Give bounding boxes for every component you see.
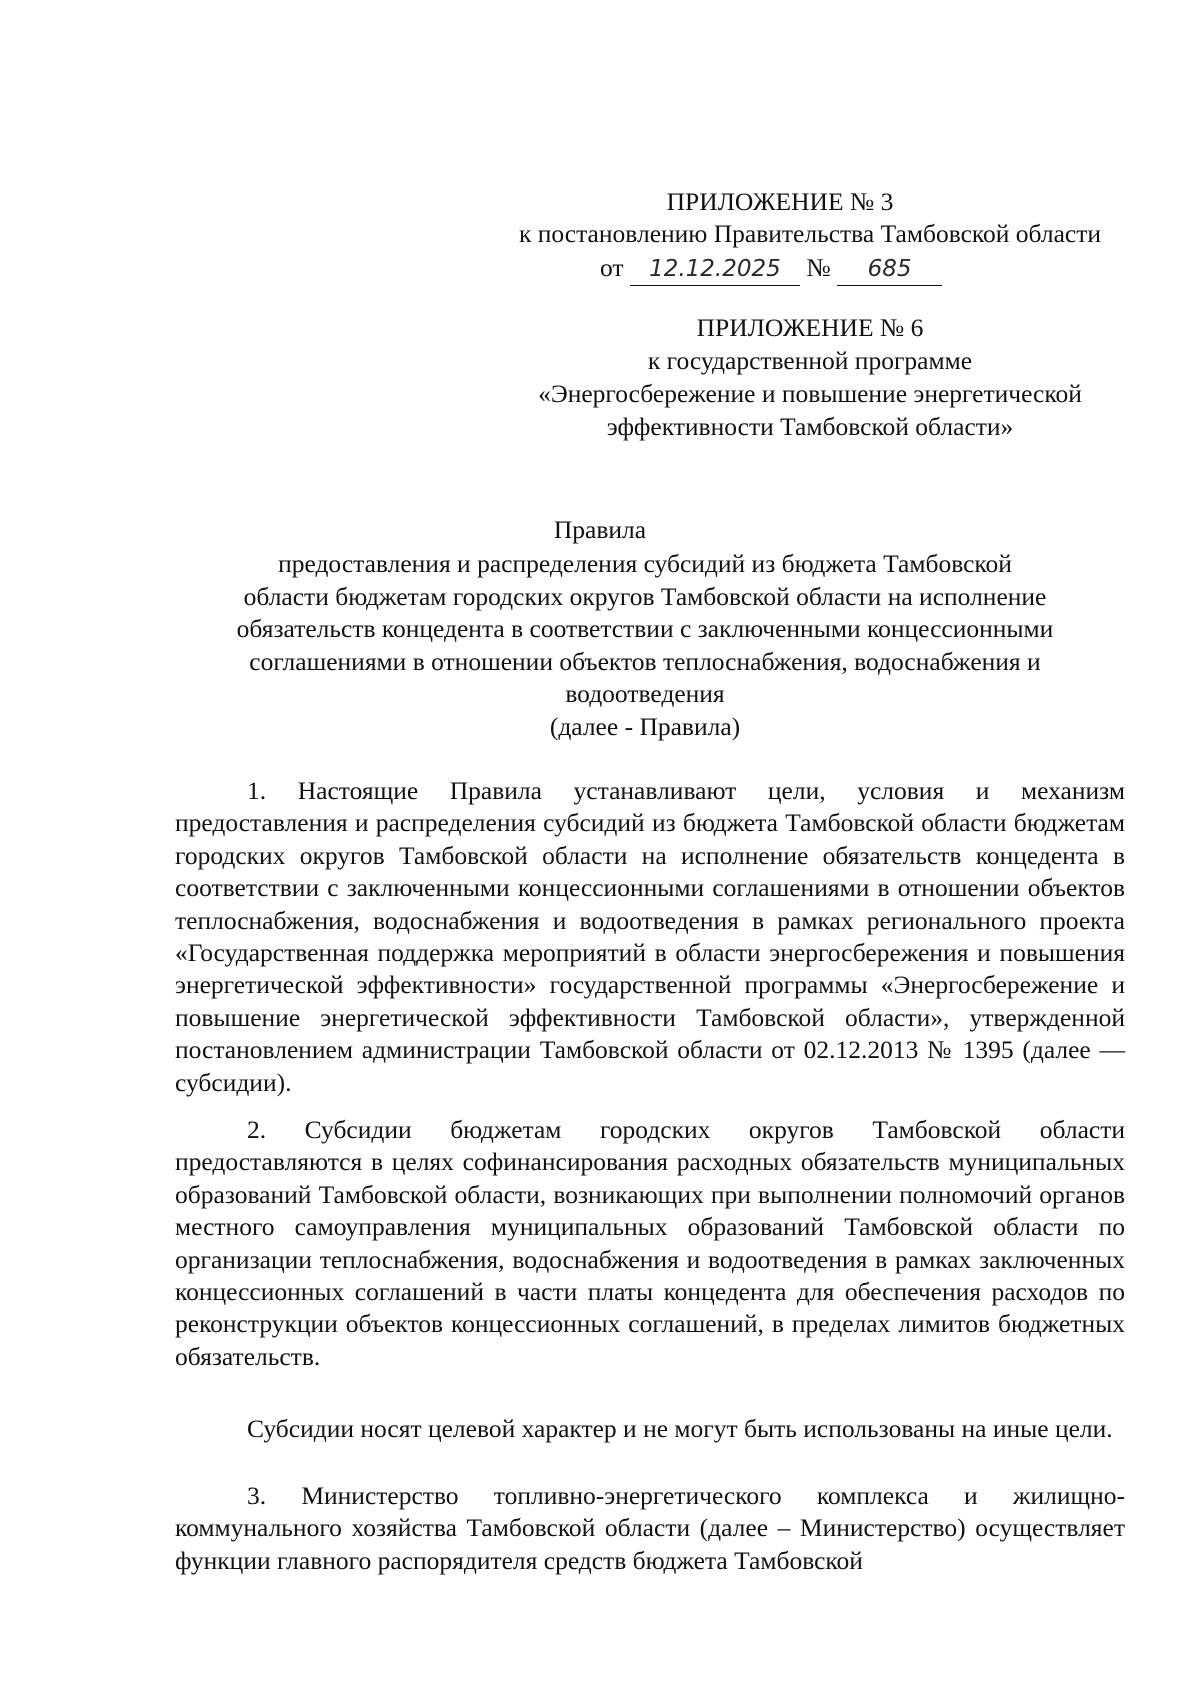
appendix-6-line1: к государственной программе [647, 346, 973, 375]
paragraph-2 [175, 1114, 1125, 1373]
rules-line: области бюджетам городских округов Тамбовской области на исполнение [243, 581, 1047, 611]
appendix-6-line3: эффективности Тамбовской области» [606, 412, 1014, 441]
appendix-6-line2: «Энергосбережение и повышение энергетической [538, 379, 1082, 408]
appendix-3-subtitle: к постановлению Правительства Тамбовской области [518, 219, 1102, 248]
paragraph-target-purpose [175, 1413, 1125, 1445]
appendix-3-title: ПРИЛОЖЕНИЕ № 3 [666, 187, 894, 216]
paragraph-1 [175, 775, 1125, 1099]
rules-line: (далее - Правила) [549, 711, 741, 741]
rules-line: предоставления и распределения субсидий из бюджета Тамбовской [278, 549, 1012, 578]
appendix-6-title: ПРИЛОЖЕНИЕ № 6 [696, 313, 924, 342]
rules-line: соглашениями в отношении объектов теплоснабжения, водоснабжения и [249, 646, 1041, 676]
rules-subtitle [180, 548, 1110, 743]
appendix-6-block [480, 312, 1140, 444]
rules-line: обязательств концедента в соответствии с заключенными концессионными [236, 614, 1054, 643]
paragraph-3 [175, 1480, 1125, 1577]
paragraph-text: 2. Субсидии бюджетам городских округов Тамбовской области предоставляются в целях софинансирования расходных обязательств муниципальных образований Тамбовской области, возникающих при выполнении полномочий органов местного самоуправления муниципальных образований Тамбовской области по организации теплоснабжения, водоснабжения и водоотведения в рамках заключенных концессионных соглашений в части платы концедента для обеспечения расходов по реконструкции объектов концессионных соглашений, в пределах лимитов бюджетных обязательств. [175, 1115, 1125, 1371]
rules-title: Правила [553, 515, 647, 544]
rules-line: водоотведения [565, 679, 725, 708]
paragraph-text: Субсидии носят целевой характер и не могут быть использованы на иные цели. [247, 1414, 1113, 1443]
handwritten-date: 12.12.2025 [630, 253, 800, 286]
number-prefix: № [806, 253, 831, 282]
paragraph-text: 3. Министерство топливно-энергетического комплекса и жилищно-коммунального хозяйства Тамбовской области (далее – Министерство) осуществляет функции главного распорядителя средств бюджета Тамбовской [175, 1481, 1125, 1575]
handwritten-number: 685 [837, 253, 942, 286]
appendix-3-date-number [600, 252, 1020, 286]
date-prefix: от [600, 253, 624, 282]
paragraph-text: 1. Настоящие Правила устанавливают цели, условия и механизм предоставления и распределения субсидий из бюджета Тамбовской области бюджетам городских округов Тамбовской области на исполнение обязательств концедента в соответствии с заключенными концессионными соглашениями в отношении объектов теплоснабжения, водоснабжения и водоотведения в рамках регионального проекта «Государственная поддержка мероприятий в области энергосбережения и повышения энергетической эффективности» государственной программы «Энергосбережение и повышение энергетической эффективности Тамбовской области», утвержденной постановлением администрации Тамбовской области от 02.12.2013 № 1395 (далее — субсидии). [175, 776, 1125, 1097]
